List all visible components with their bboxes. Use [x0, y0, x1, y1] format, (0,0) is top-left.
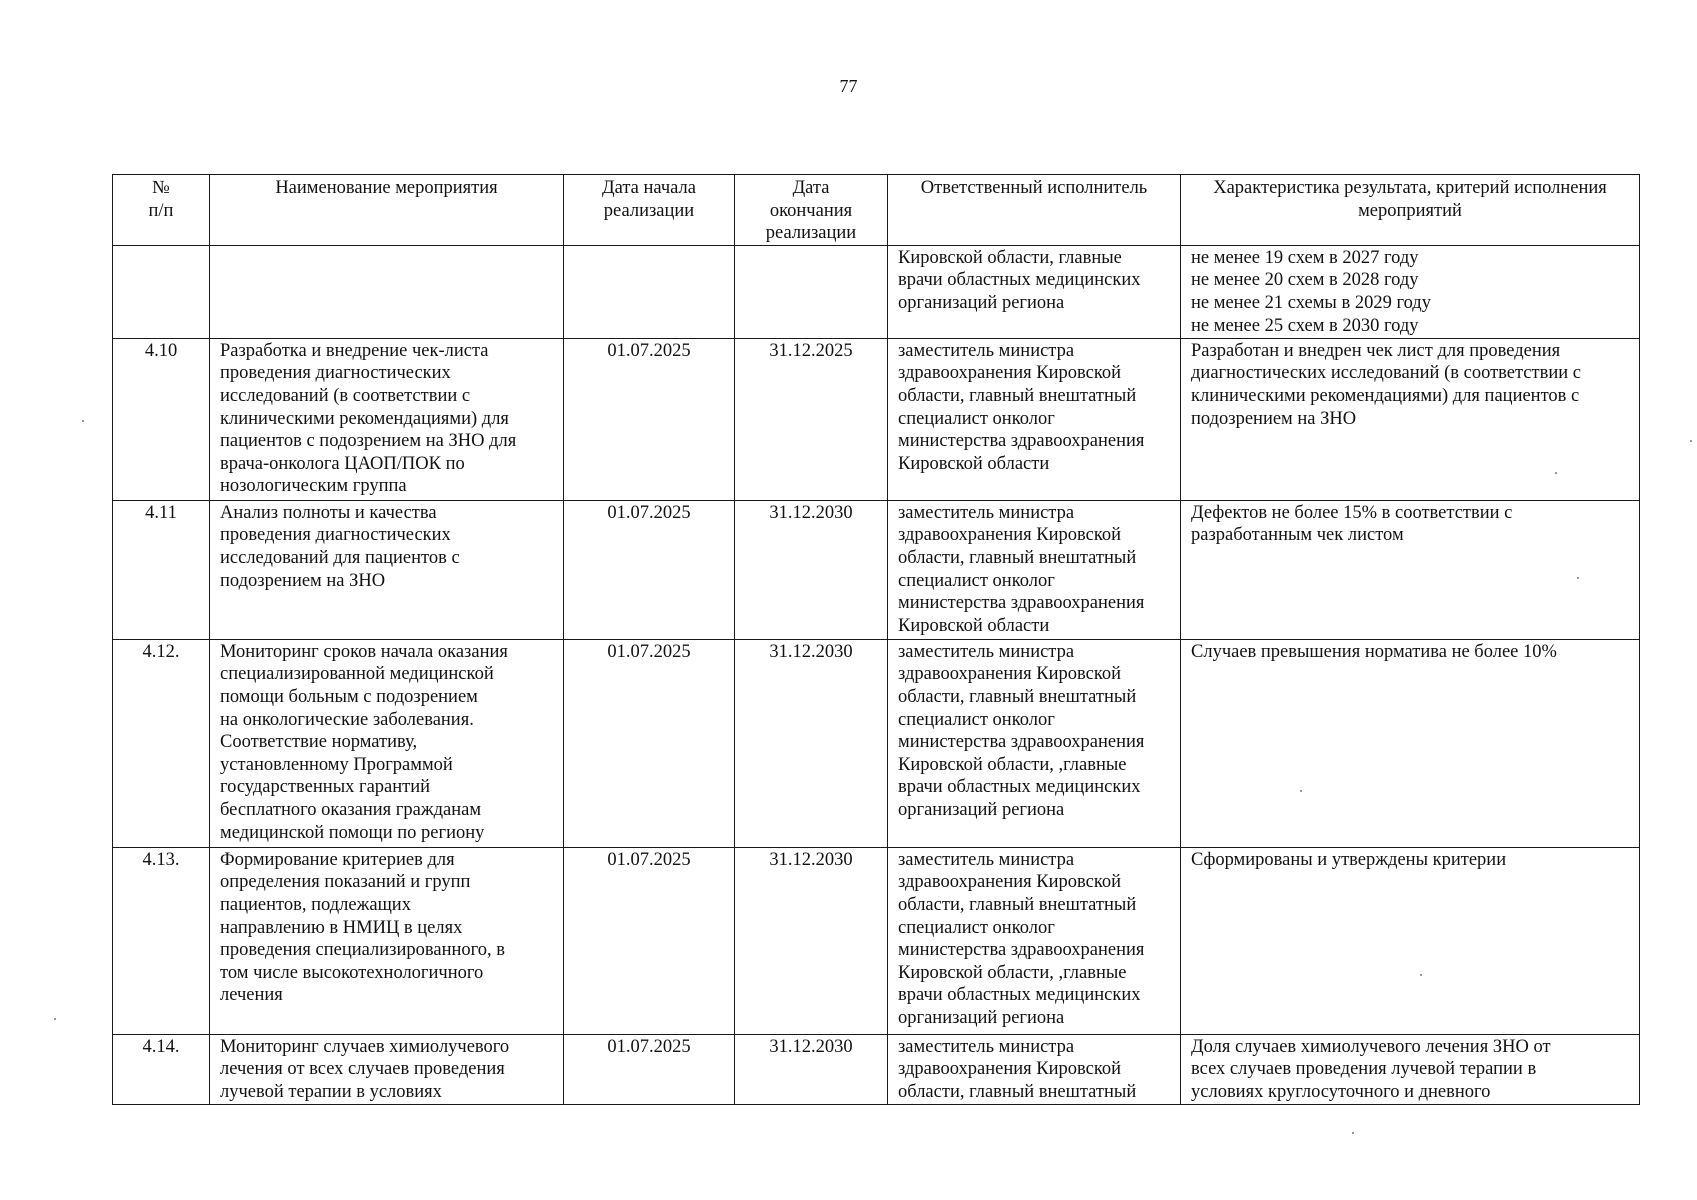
row-start-date: 01.07.2025 [564, 1034, 735, 1104]
row-number: 4.13. [113, 847, 210, 1034]
row-activity-name [210, 245, 564, 338]
scan-speck [54, 1018, 56, 1020]
row-responsible: заместитель министра здравоохранения Кировской области, главный внештатный [888, 1034, 1181, 1104]
row-activity-name: Мониторинг случаев химиолучевого лечения от всех случаев проведения лучевой терапии в условиях [210, 1034, 564, 1104]
row-result: не менее 19 схем в 2027 году не менее 20 схем в 2028 году не менее 21 схемы в 2029 году не менее 25 схем в 2030 году [1181, 245, 1640, 338]
scan-speck [1577, 577, 1579, 579]
table-row [113, 500, 1640, 639]
table-header-row [113, 175, 1640, 246]
row-start-date: 01.07.2025 [564, 500, 735, 639]
table-row [113, 639, 1640, 847]
header-end-date: Дата окончания реализации [735, 175, 888, 246]
row-number: 4.10 [113, 338, 210, 500]
row-activity-name: Анализ полноты и качества проведения диагностических исследований для пациентов с подозрением на ЗНО [210, 500, 564, 639]
row-result: Случаев превышения норматива не более 10% [1181, 639, 1640, 847]
row-result: Разработан и внедрен чек лист для проведения диагностических исследований (в соответствии с клиническими рекомендациями) для пациентов с подозрением на ЗНО [1181, 338, 1640, 500]
row-activity-name: Мониторинг сроков начала оказания специализированной медицинской помощи больным с подозрением на онкологические заболевания. Соответствие нормативу, установленному Программой государственных гарантий бесплатного оказания гражданам медицинской помощи по региону [210, 639, 564, 847]
row-responsible: заместитель министра здравоохранения Кировской области, главный внештатный специалист онколог министерства здравоохранения Кировской области [888, 338, 1181, 500]
row-end-date: 31.12.2030 [735, 639, 888, 847]
header-start-date: Дата начала реализации [564, 175, 735, 246]
row-start-date [564, 245, 735, 338]
table-row [113, 847, 1640, 1034]
row-number: 4.14. [113, 1034, 210, 1104]
table-row [113, 338, 1640, 500]
table-row [113, 1034, 1640, 1104]
scan-speck [1690, 440, 1692, 442]
row-end-date: 31.12.2030 [735, 847, 888, 1034]
row-responsible: заместитель министра здравоохранения Кировской области, главный внештатный специалист онколог министерства здравоохранения Кировской области, ,главные врачи областных медицинских организаций региона [888, 639, 1181, 847]
header-activity-name: Наименование мероприятия [210, 175, 564, 246]
scan-speck [1300, 790, 1302, 792]
row-end-date: 31.12.2030 [735, 500, 888, 639]
table-row [113, 245, 1640, 338]
scan-speck [1555, 472, 1557, 474]
row-activity-name: Разработка и внедрение чек-листа проведения диагностических исследований (в соответствии с клиническими рекомендациями) для пациентов с подозрением на ЗНО для врача-онколога ЦАОП/ПОК по нозологическим группа [210, 338, 564, 500]
page-number: 77 [839, 76, 858, 96]
row-result: Доля случаев химиолучевого лечения ЗНО от всех случаев проведения лучевой терапии в условиях круглосуточного и дневного [1181, 1034, 1640, 1104]
row-number: 4.11 [113, 500, 210, 639]
row-responsible: заместитель министра здравоохранения Кировской области, главный внештатный специалист онколог министерства здравоохранения Кировской области [888, 500, 1181, 639]
row-end-date: 31.12.2025 [735, 338, 888, 500]
row-number [113, 245, 210, 338]
scan-speck [1420, 974, 1422, 976]
scan-speck [82, 420, 84, 422]
row-number: 4.12. [113, 639, 210, 847]
row-start-date: 01.07.2025 [564, 847, 735, 1034]
row-start-date: 01.07.2025 [564, 338, 735, 500]
activities-table [112, 174, 1640, 1105]
header-number: № п/п [113, 175, 210, 246]
row-end-date: 31.12.2030 [735, 1034, 888, 1104]
header-result: Характеристика результата, критерий исполнения мероприятий [1181, 175, 1640, 246]
row-responsible: Кировской области, главные врачи областных медицинских организаций региона [888, 245, 1181, 338]
row-start-date: 01.07.2025 [564, 639, 735, 847]
row-result: Сформированы и утверждены критерии [1181, 847, 1640, 1034]
header-responsible: Ответственный исполнитель [888, 175, 1181, 246]
row-end-date [735, 245, 888, 338]
scan-speck [1352, 1132, 1354, 1134]
row-result: Дефектов не более 15% в соответствии с разработанным чек листом [1181, 500, 1640, 639]
row-responsible: заместитель министра здравоохранения Кировской области, главный внештатный специалист онколог министерства здравоохранения Кировской области, ,главные врачи областных медицинских организаций региона [888, 847, 1181, 1034]
row-activity-name: Формирование критериев для определения показаний и групп пациентов, подлежащих направлению в НМИЦ в целях проведения специализированного, в том числе высокотехнологичного лечения [210, 847, 564, 1034]
